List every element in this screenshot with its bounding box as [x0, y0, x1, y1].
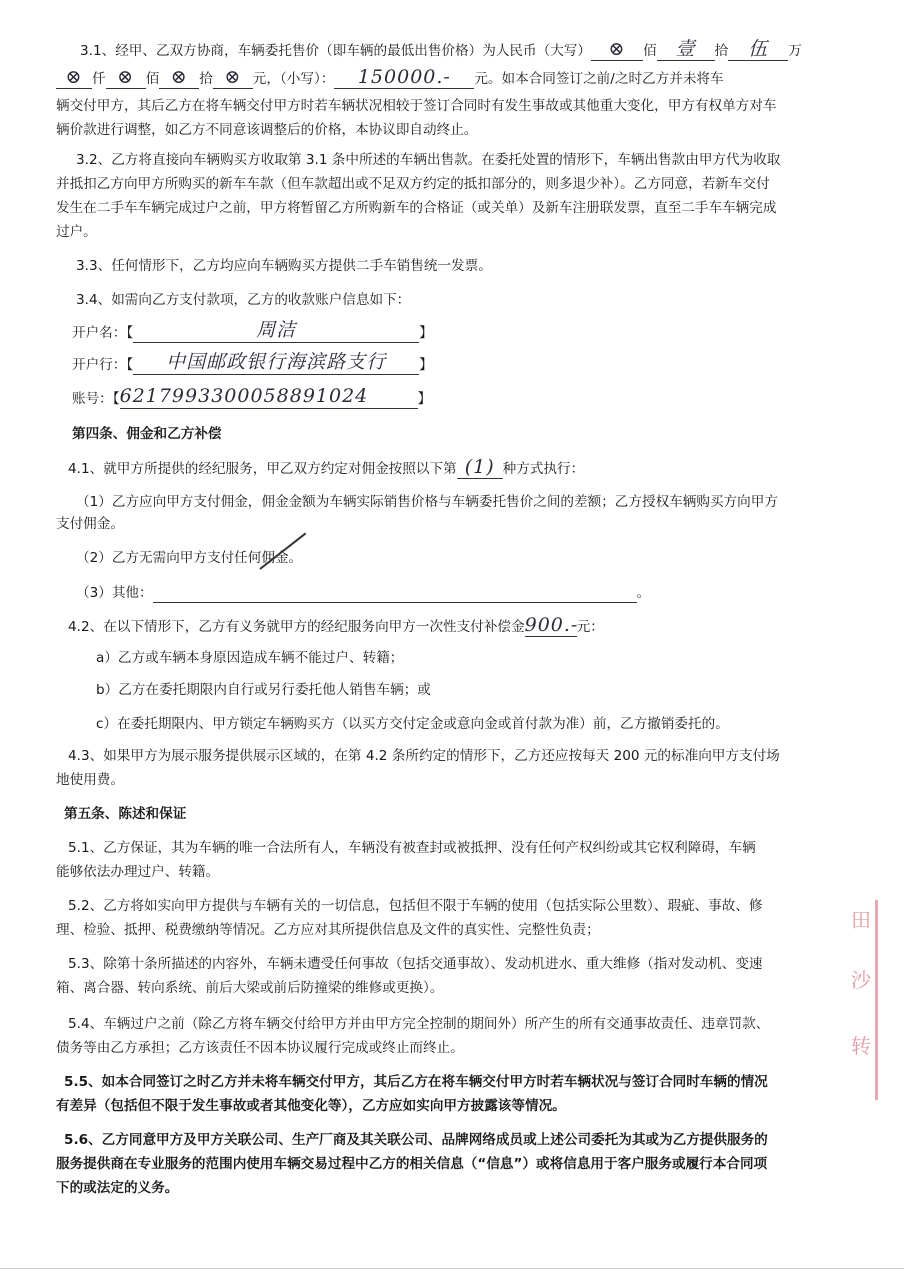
commission-option-3: （3）其他： 。 [76, 582, 650, 603]
clause-5-2-line-2: 理、检验、抵押、税费缴纳等情况。乙方应对其所提供信息及文件的真实性、完整性负责； [56, 922, 600, 938]
handwritten-commission-option: (1) [464, 456, 495, 478]
clause-3-1-line-2: ⊗ 仟 ⊗ 佰 ⊗ 拾 ⊗ 元，（小写）： 150000.- 元。如本合同签订之前/之时乙方并未将车 [56, 68, 724, 89]
handwritten-account-name: 周洁 [256, 319, 297, 341]
seal-char: 田 [851, 908, 871, 932]
seal-stamp-fragment [845, 900, 878, 1100]
clause-3-3: 3.3、任何情形下，乙方均应向车辆购买方提供二手车销售统一发票。 [76, 258, 492, 274]
clause-3-2-line-3: 发生在二手车车辆完成过户之前，甲方将暂留乙方所购新车的合格证（或关单）及新车注册联发票，直至二手车车辆完成 [56, 200, 777, 216]
clause-3-1-line-1: 3.1、经甲、乙双方协商，车辆委托售价（即车辆的最低出售价格）为人民币（大写） ⊗ 佰 壹 拾 伍 万 [80, 38, 802, 60]
handwritten-bank-name: 中国邮政银行海滨路支行 [166, 351, 387, 373]
handwritten-small-amount: 150000.- [357, 66, 451, 88]
clause-4-1: 4.1、就甲方所提供的经纪服务，甲乙双方约定对佣金按照以下第 (1) 种方式执行： [68, 456, 585, 478]
clause-5-6-line-1: 5.6、乙方同意甲方及甲方关联公司、生产厂商及其关联公司、品牌网络成员或上述公司委托为其或为乙方提供服务的 [64, 1132, 768, 1148]
clause-5-1-line-1: 5.1、乙方保证，其为车辆的唯一合法所有人，车辆没有被查封或被抵押、没有任何产权纠纷或其它权利障碍，车辆 [68, 840, 756, 856]
clause-5-2-line-1: 5.2、乙方将如实向甲方提供与车辆有关的一切信息，包括但不限于车辆的使用（包括实际公里数）、瑕疵、事故、修 [68, 898, 763, 914]
clause-3-4-intro: 3.4、如需向乙方支付款项，乙方的收款账户信息如下： [76, 292, 411, 308]
handwritten-qian: ⊗ [65, 66, 83, 88]
clause-3-2-line-4: 过户。 [56, 224, 97, 240]
clause-5-4-line-1: 5.4、车辆过户之前（除乙方将车辆交付给甲方并由甲方完全控制的期间外）所产生的所有交通事故责任、违章罚款、 [68, 1016, 770, 1032]
commission-option-1-line-1: （1）乙方应向甲方支付佣金，佣金金额为车辆实际销售价格与车辆委托售价之间的差额；乙方授权车辆购买方向甲方 [76, 494, 778, 510]
seal-char: 沙 [851, 968, 871, 992]
clause-3-1-line-3: 辆交付甲方，其后乙方在将车辆交付甲方时若车辆状况相较于签订合同时有发生事故或其他重大变化，甲方有权单方对车 [56, 98, 777, 114]
clause-3-2-line-1: 3.2、乙方将直接向车辆购买方收取第 3.1 条中所述的车辆出售款。在委托处置的情形下，车辆出售款由甲方代为收取 [76, 152, 781, 168]
handwritten-shi-wan: 壹 [675, 38, 696, 60]
clause-3-2-line-2: 并抵扣乙方向甲方所购买的新车车款（但车款超出或不足双方约定的抵扣部分的，则多退少补）。乙方同意，若新车交付 [56, 176, 770, 192]
commission-option-1-line-2: 支付佣金。 [56, 516, 124, 532]
clause-4-3-line-1: 4.3、如果甲方为展示服务提供展示区域的，在第 4.2 条所约定的情形下，乙方还应按每天 200 元的标准向甲方支付场 [68, 748, 780, 764]
clause-3-1-line-4: 辆价款进行调整，如乙方不同意该调整后的价格，本协议即自动终止。 [56, 122, 478, 138]
clause-5-3-line-2: 箱、离合器、转向系统、前后大梁或前后防撞梁的维修或更换）。 [56, 980, 444, 996]
handwritten-bai-wan: ⊗ [608, 38, 626, 60]
handwritten-bai: ⊗ [117, 66, 135, 88]
seal-char: 转 [851, 1034, 871, 1058]
clause-4-3-line-2: 地使用费。 [56, 772, 124, 788]
clause-4-2-c: c）在委托期限内、甲方锁定车辆购买方（以买方交付定金或意向金或首付款为准）前，乙方撤销委托的。 [96, 716, 729, 732]
bank-name-row: 开户行：【 中国邮政银行海滨路支行 】 [72, 351, 433, 373]
commission-option-2: （2）乙方无需向甲方支付任何佣金。 [76, 550, 303, 566]
clause-5-6-line-3: 下的或法定的义务。 [56, 1180, 179, 1196]
article-5-title: 第五条、陈述和保证 [64, 806, 187, 822]
clause-5-4-line-2: 债务等由乙方承担；乙方该责任不因本协议履行完成或终止而终止。 [56, 1040, 464, 1056]
clause-5-5-line-1: 5.5、如本合同签订之时乙方并未将车辆交付甲方，其后乙方在将车辆交付甲方时若车辆状况与签订合同时车辆的情况 [64, 1074, 768, 1090]
clause-5-3-line-1: 5.3、除第十条所描述的内容外，车辆未遭受任何事故（包括交通事故）、发动机进水、重大维修（指对发动机、变速 [68, 956, 763, 972]
clause-4-2-b: b）乙方在委托期限内自行或另行委托他人销售车辆；或 [96, 682, 431, 698]
account-name-row: 开户名：【 周洁 】 [72, 319, 433, 341]
page-edge-rule [0, 1268, 904, 1269]
handwritten-compensation: 900.- [524, 614, 579, 636]
clause-4-2-a: a）乙方或车辆本身原因造成车辆不能过户、转籍； [96, 650, 404, 666]
account-number-row: 账号：【6217993300058891024 】 [72, 385, 432, 407]
clause-4-2: 4.2、在以下情形下，乙方有义务就甲方的经纪服务向甲方一次性支付补偿金900.-元： [68, 614, 604, 636]
article-4-title: 第四条、佣金和乙方补偿 [72, 426, 222, 442]
handwritten-wan: 伍 [748, 38, 769, 60]
clause-5-6-line-2: 服务提供商在专业服务的范围内使用车辆交易过程中乙方的相关信息（“信息”）或将信息用于客户服务或履行本合同项 [56, 1156, 768, 1172]
handwritten-account-number: 6217993300058891024 [119, 385, 369, 407]
handwritten-yuan: ⊗ [224, 66, 242, 88]
handwritten-shi: ⊗ [170, 66, 188, 88]
clause-5-1-line-2: 能够依法办理过户、转籍。 [56, 864, 220, 880]
clause-5-5-line-2: 有差异（包括但不限于发生事故或者其他变化等），乙方应如实向甲方披露该等情况。 [56, 1098, 566, 1114]
